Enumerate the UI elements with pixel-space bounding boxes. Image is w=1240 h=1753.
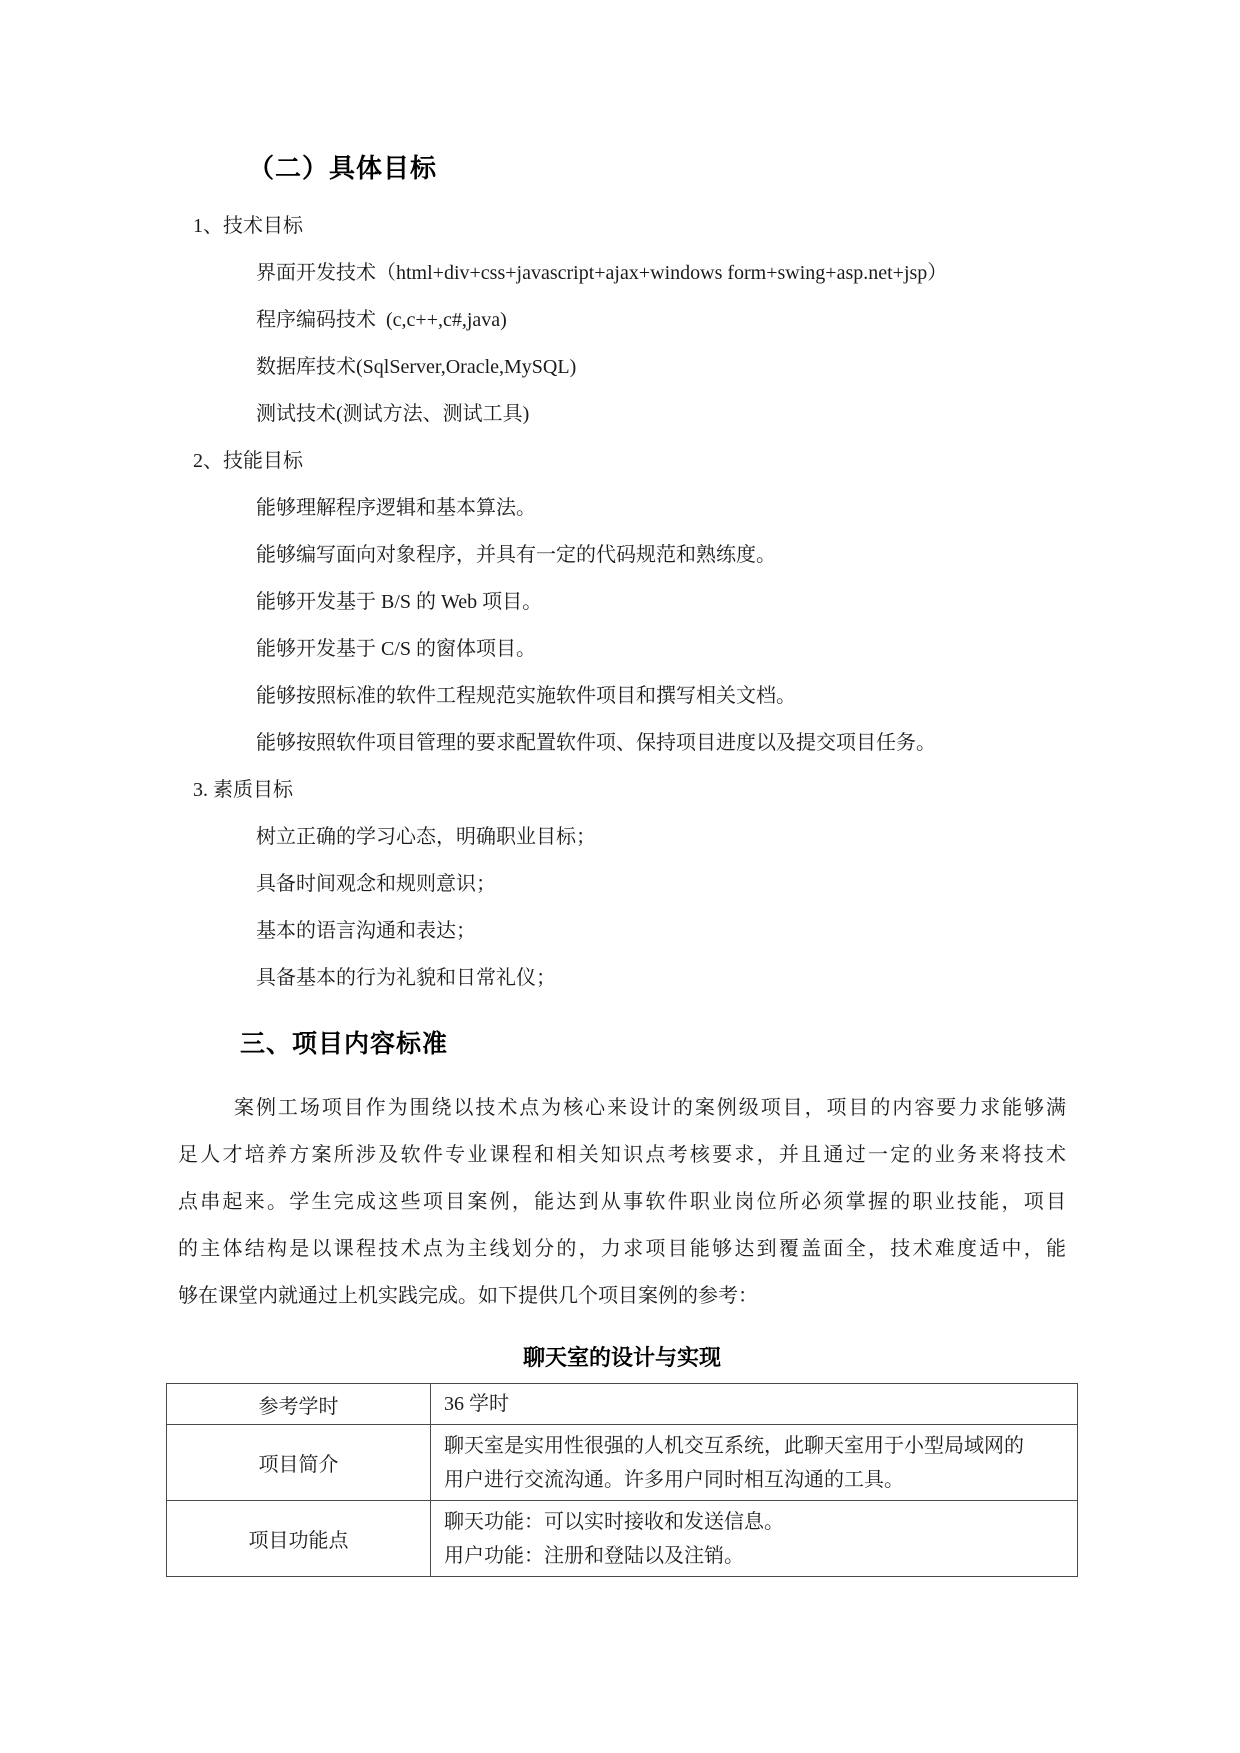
- goal-item-9: 能够开发基于 B/S 的 Web 项目。: [256, 591, 543, 613]
- goal-item-4: 数据库技术(SqlServer,Oracle,MySQL): [256, 356, 577, 378]
- row-label-cell: 项目功能点: [167, 1501, 431, 1577]
- goal-item-15: 具备时间观念和规则意识；: [256, 873, 496, 895]
- document-content: [178, 0, 1066, 1577]
- goals-section: [178, 200, 1066, 999]
- goal-item-12: 能够按照软件项目管理的要求配置软件项、保持项目进度以及提交项目任务。: [256, 732, 936, 754]
- paragraph-line-4: 的主体结构是以课程技术点为主线划分的，力求项目能够达到覆盖面全，技术难度适中，能: [178, 1238, 1066, 1260]
- row-content-cell: [431, 1501, 1078, 1577]
- heading-project-content-standard: 三、项目内容标准: [240, 1030, 449, 1058]
- paragraph-line-5: 够在课堂内就通过上机实践完成。如下提供几个项目案例的参考：: [178, 1285, 758, 1307]
- content-line: 36 学时: [444, 1393, 509, 1415]
- goal-item-8: 能够编写面向对象程序，并具有一定的代码规范和熟练度。: [256, 544, 776, 566]
- table-row: [167, 1425, 1078, 1501]
- paragraph-line-3: 点串起来。学生完成这些项目案例，能达到从事软件职业岗位所必须掌握的职业技能，项目: [178, 1191, 1066, 1213]
- content-line: 用户功能：注册和登陆以及注销。: [444, 1544, 744, 1567]
- goal-item-5: 测试技术(测试方法、测试工具): [256, 403, 530, 425]
- row-label-cell: 参考学时: [167, 1384, 431, 1425]
- content-line: 聊天功能：可以实时接收和发送信息。: [444, 1510, 784, 1533]
- goal-item-2: 界面开发技术（html+div+css+javascript+ajax+windows form+swing+asp.net+jsp）: [256, 262, 948, 284]
- goal-item-17: 具备基本的行为礼貌和日常礼仪；: [256, 967, 556, 989]
- table-row: [167, 1384, 1078, 1425]
- row-label-cell: 项目简介: [167, 1425, 431, 1501]
- goal-item-13: 3. 素质目标: [193, 779, 293, 801]
- goal-item-3: 程序编码技术 (c,c++,c#,java): [256, 309, 507, 331]
- goal-item-10: 能够开发基于 C/S 的窗体项目。: [256, 638, 537, 660]
- content-line: 聊天室是实用性很强的人机交互系统，此聊天室用于小型局域网的: [444, 1434, 1024, 1457]
- standard-paragraph: [178, 1085, 1066, 1320]
- paragraph-line-2: 足人才培养方案所涉及软件专业课程和相关知识点考核要求，并且通过一定的业务来将技术: [178, 1144, 1066, 1166]
- table-row: [167, 1501, 1078, 1577]
- goal-item-7: 能够理解程序逻辑和基本算法。: [256, 497, 536, 519]
- goal-item-1: 1、技术目标: [193, 215, 303, 237]
- goal-item-11: 能够按照标准的软件工程规范实施软件项目和撰写相关文档。: [256, 685, 796, 707]
- goal-item-16: 基本的语言沟通和表达；: [256, 920, 476, 942]
- goal-item-6: 2、技能目标: [193, 450, 303, 472]
- row-content-cell: [431, 1384, 1078, 1425]
- goal-item-14: 树立正确的学习心态，明确职业目标；: [256, 826, 596, 848]
- paragraph-line-1: 案例工场项目作为围绕以技术点为核心来设计的案例级项目，项目的内容要力求能够满: [234, 1097, 1066, 1119]
- row-content-cell: [431, 1425, 1078, 1501]
- heading-specific-goals: （二）具体目标: [248, 153, 438, 183]
- project-table-title: 聊天室的设计与实现: [522, 1345, 721, 1370]
- project-table: [166, 1383, 1078, 1577]
- content-line: 用户进行交流沟通。许多用户同时相互沟通的工具。: [444, 1468, 904, 1491]
